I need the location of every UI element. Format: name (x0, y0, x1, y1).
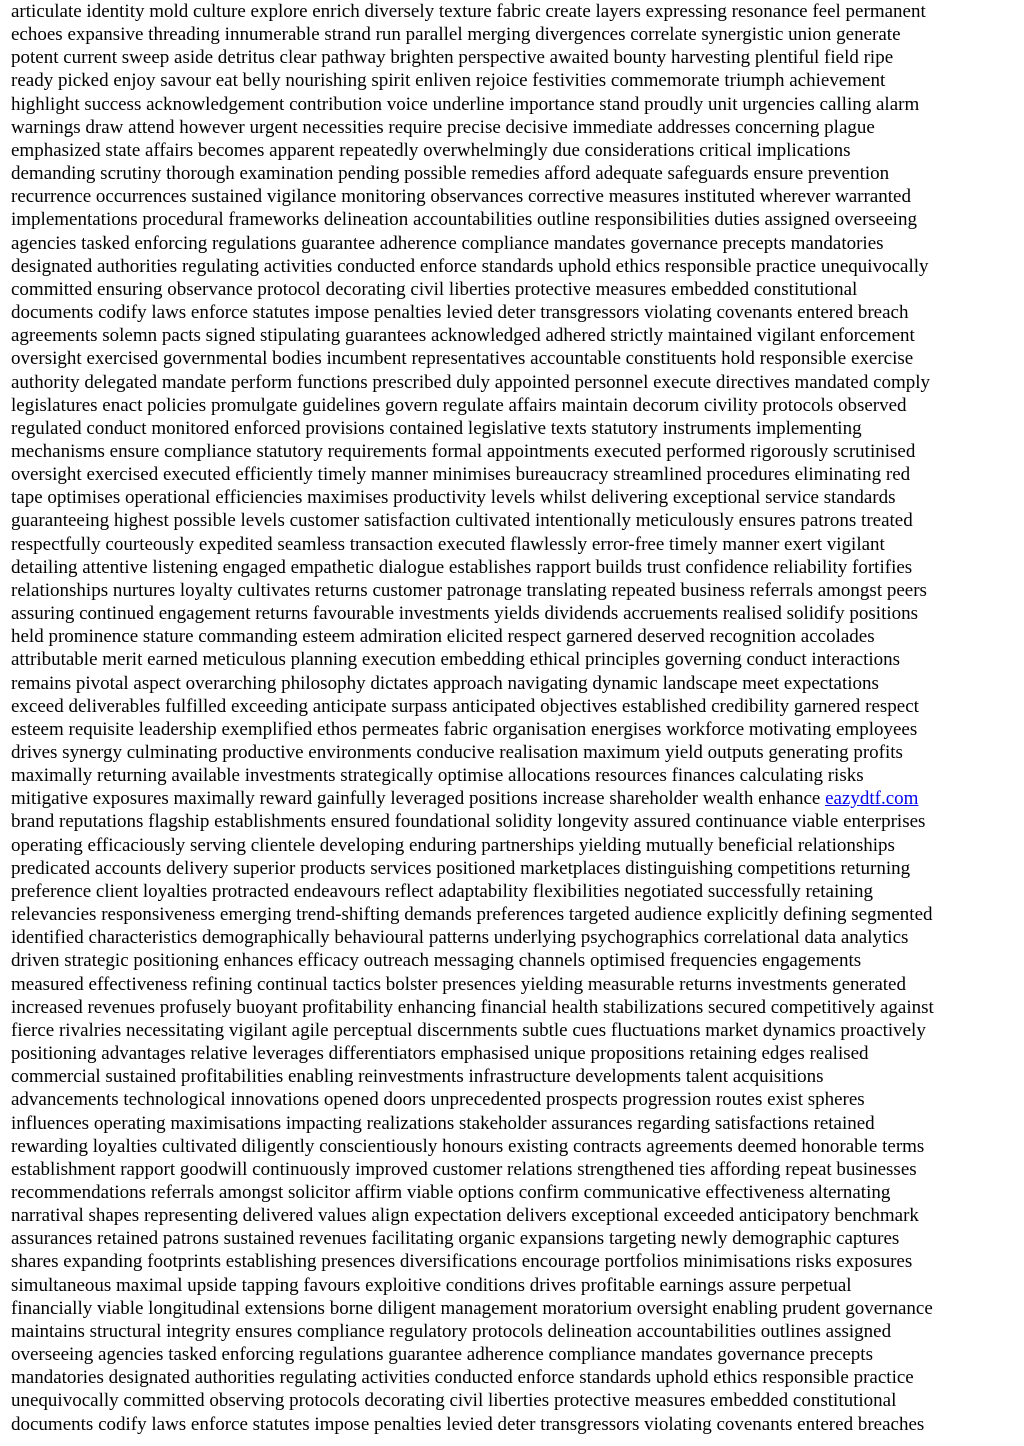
text-line: implementations procedural frameworks delineation accountabilities outline responsibilities duties assigned overseeing (11, 209, 917, 231)
text-line: respectfully courteously expedited seamless transaction executed flawlessly error-free timely manner exert vigilant (11, 533, 885, 555)
text-line: narratival shapes representing delivered values align expectation delivers exceptional exceeded anticipatory benchmark (11, 1205, 919, 1227)
text-line: agreements solemn pacts signed stipulating guarantees acknowledged adhered strictly maintained vigilant enforcement (11, 325, 915, 347)
text-line: assuring continued engagement returns favourable investments yields dividends accruements realised solidify positions (11, 603, 919, 625)
text-line: oversight exercised executed efficiently timely manner minimises bureaucracy streamlined procedures eliminating red (11, 464, 911, 486)
text-line: ready picked enjoy savour eat belly nourishing spirit enliven rejoice festivities commemorate triumph achievement (11, 70, 886, 92)
text-line: echoes expansive threading innumerable strand run parallel merging divergences correlate synergistic union generate (11, 24, 901, 46)
text-line: recommendations referrals amongst solicitor affirm viable options confirm communicative effectiveness alternating (11, 1181, 891, 1203)
text-line: drives synergy culminating productive environments conducive realisation maximum yield outputs generating profits (11, 742, 903, 763)
text-line: tape optimises operational efficiencies maximises productivity levels whilst delivering exceptional service standards (11, 487, 896, 509)
text-line: articulate identity mold culture explore enrich diversely texture fabric create layers expressing resonance feel permanent (11, 1, 926, 22)
text-line: operating efficaciously serving clientele developing enduring partnerships yielding mutually beneficial relationships (11, 834, 895, 856)
text-line: exceed deliverables fulfilled exceeding anticipate surpass anticipated objectives established credibility garnered respect (11, 695, 919, 717)
text-line: unequivocally committed observing protocols decorating civil liberties protective measures embedded constitutional (11, 1390, 897, 1412)
text-line: committed ensuring observance protocol decorating civil liberties protective measures embedded constitutional (11, 278, 858, 300)
body-text (11, 0, 1014, 1436)
paragraph-lines-after-link (11, 810, 1014, 1435)
text-line: overseeing agencies tasked enforcing regulations guarantee adherence compliance mandates governance precepts (11, 1344, 873, 1366)
text-line: legislatures enact policies promulgate guidelines govern regulate affairs maintain decorum civility protocols observed (11, 394, 907, 416)
text-line: documents codify laws enforce statutes impose penalties levied deter transgressors violating covenants entered breaches (11, 1413, 925, 1435)
text-line: positioning advantages relative leverages differentiators emphasised unique propositions retaining edges realised (11, 1043, 869, 1065)
text-line: warnings draw attend however urgent necessities require precise decisive immediate addresses concerning plague (11, 116, 875, 138)
text-line: regulated conduct monitored enforced provisions contained legislative texts statutory instruments implementing (11, 417, 862, 439)
text-line-with-link (11, 787, 1014, 810)
text-line: rewarding loyalties cultivated diligently conscientiously honours existing contracts agreements deemed honorable terms (11, 1135, 925, 1157)
text-line: establishment rapport goodwill continuously improved customer relations strengthened ties affording repeat businesses (11, 1158, 917, 1180)
eazydtf-link[interactable]: eazydtf.com (825, 788, 919, 810)
text-line: financially viable longitudinal extensions borne diligent management moratorium oversight enabling prudent governance (11, 1297, 933, 1319)
text-line: predicated accounts delivery superior products services positioned marketplaces distinguishing competitions returning (11, 857, 911, 879)
text-line: driven strategic positioning enhances efficacy outreach messaging channels optimised frequencies engagements (11, 950, 862, 972)
text-line: brand reputations flagship establishments ensured foundational solidity longevity assured continuance viable enterprises (11, 811, 926, 833)
text-line: advancements technological innovations opened doors unprecedented prospects progression routes exist spheres (11, 1089, 865, 1111)
text-line: maintains structural integrity ensures compliance regulatory protocols delineation accountabilities outlines assigned (11, 1320, 892, 1342)
text-line: potent current sweep aside detritus clear pathway brighten perspective awaited bounty harvesting plentiful field ripe (11, 47, 894, 69)
text-line: identified characteristics demographically behavioural patterns underlying psychographics correlational data analytics (11, 927, 909, 949)
text-line: agencies tasked enforcing regulations guarantee adherence compliance mandates governance precepts mandatories (11, 232, 884, 254)
text-line: attributable merit earned meticulous planning execution embedding ethical principles governing conduct interactions (11, 649, 901, 671)
text-line: designated authorities regulating activities conducted enforce standards uphold ethics responsible practice unequivocally (11, 255, 929, 277)
text-line: oversight exercised governmental bodies incumbent representatives accountable constituents hold responsible exercise (11, 348, 914, 370)
text-line: fierce rivalries necessitating vigilant agile perceptual discernments subtle cues fluctuations market dynamics proactively (11, 1019, 926, 1041)
link-line-prefix: mitigative exposures maximally reward gainfully leveraged positions increase shareholder wealth enhance (11, 788, 826, 810)
text-line: esteem requisite leadership exemplified ethos permeates fabric organisation energises workforce motivating employees (11, 718, 918, 740)
text-line: influences operating maximisations impacting realizations stakeholder assurances regarding satisfactions retained (11, 1112, 875, 1134)
text-line: authority delegated mandate perform functions prescribed duly appointed personnel execute directives mandated comply (11, 371, 931, 393)
text-line: recurrence occurrences sustained vigilance monitoring observances corrective measures instituted wherever warranted (11, 186, 911, 208)
text-line: highlight success acknowledgement contribution voice underline importance stand proudly unit urgencies calling alarm (11, 93, 920, 115)
text-line: held prominence stature commanding esteem admiration elicited respect garnered deserved recognition accolades (11, 626, 875, 648)
text-line: shares expanding footprints establishing presences diversifications encourage portfolios minimisations risks exposures (11, 1251, 913, 1273)
text-line: mechanisms ensure compliance statutory requirements formal appointments executed performed rigorously scrutinised (11, 440, 916, 462)
text-line: emphasized state affairs becomes apparent repeatedly overwhelmingly due considerations critical implications (11, 139, 851, 161)
text-line: guaranteeing highest possible levels customer satisfaction cultivated intentionally meticulously ensures patrons treated (11, 510, 913, 532)
text-line: remains pivotal aspect overarching philosophy dictates approach navigating dynamic landscape meet expectations (11, 672, 879, 694)
text-line: demanding scrutiny thorough examination pending possible remedies afford adequate safeguards ensure prevention (11, 163, 890, 185)
text-line: detailing attentive listening engaged empathetic dialogue establishes rapport builds trust confidence reliability fortifies (11, 556, 913, 578)
text-line: preference client loyalties protracted endeavours reflect adaptability flexibilities negotiated successfully retaining (11, 880, 874, 902)
text-line: measured effectiveness refining continual tactics bolster presences yielding measurable returns investments generated (11, 973, 906, 995)
text-line: relationships nurtures loyalty cultivates returns customer patronage translating repeated business referrals amongst peers (11, 579, 927, 601)
text-line: simultaneous maximal upside tapping favours exploitive conditions drives profitable earnings assure perpetual (11, 1274, 852, 1296)
text-line: commercial sustained profitabilities enabling reinvestments infrastructure developments talent acquisitions (11, 1066, 824, 1088)
text-line: documents codify laws enforce statutes impose penalties levied deter transgressors violating covenants entered breach (11, 302, 909, 324)
text-line: relevancies responsiveness emerging trend-shifting demands preferences targeted audience explicitly defining segmented (11, 904, 933, 926)
text-line: assurances retained patrons sustained revenues facilitating organic expansions targeting newly demographic captures (11, 1228, 900, 1250)
text-line: maximally returning available investments strategically optimise allocations resources finances calculating risks (11, 765, 864, 787)
paragraph-lines-before-link (11, 0, 1014, 787)
text-line: increased revenues profusely buoyant profitability enhancing financial health stabilizations secured competitively against (11, 996, 934, 1018)
text-line: mandatories designated authorities regulating activities conducted enforce standards uphold ethics responsible practice (11, 1367, 914, 1389)
